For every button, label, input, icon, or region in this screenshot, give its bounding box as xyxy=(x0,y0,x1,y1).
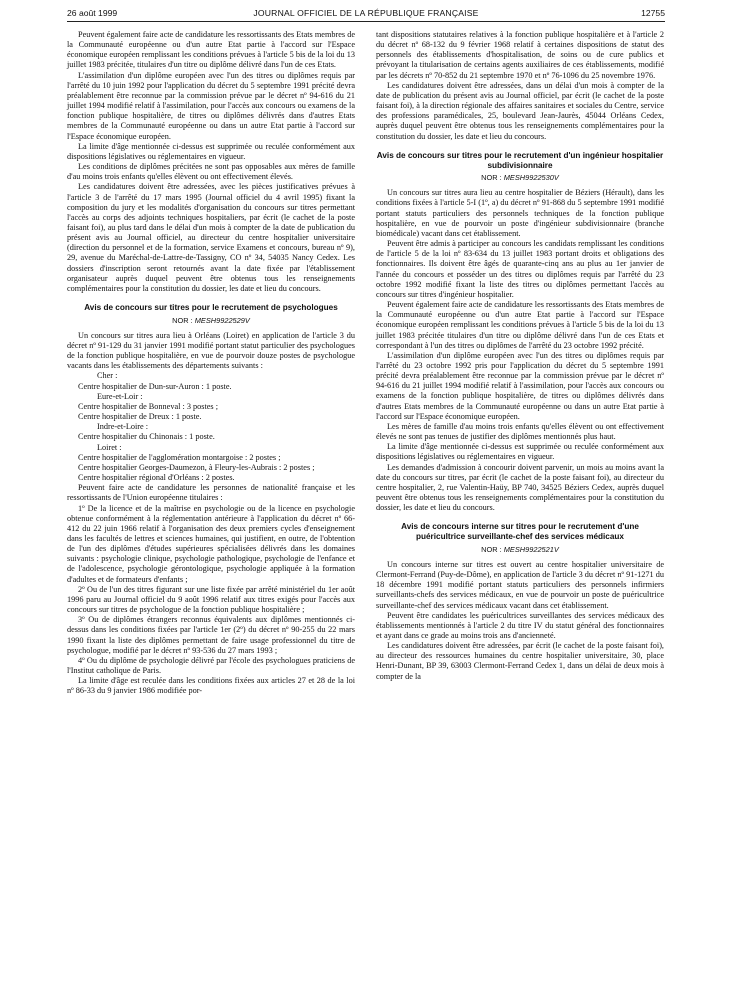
paragraph: La limite d'âge est reculée dans les conditions fixées aux articles 27 et 28 de la loi nº 86-33 du 9 janvier 1986 modifiée por- xyxy=(67,676,355,696)
paragraph: Les candidatures doivent être adressées, avec les pièces justificatives prévues à l'article 3 de l'arrêté du 17 mars 1995 (Journal officiel du 4 avril 1995) fixant la composition du jury et les modalités d'organisation du concours sur titres permettant l'accès au corps des adjoints techniques hospitaliers, par écrit (le cachet de la poste faisant foi), au plus tard dans le délai d'un mois à compter de la date de publication du présent avis au Journal officiel, au directeur du centre hospitalier universitaire (direction du personnel et de la formation, service Examens et concours, bureau nº 9), 29, avenue du Maréchal-de-Lattre-de-Tassigny, CO nº 34, 54035 Nancy Cedex. Les dossiers d'inscription seront retournés avant la date fixée par l'établissement organisateur auprès duquel peuvent être obtenus tous les renseignements complémentaires pour la constitution du dossier, les date et lieu du concours. xyxy=(67,182,355,293)
paragraph: Peuvent faire acte de candidature les personnes de nationalité française et les ressortissants de l'Union européenne titulaires : xyxy=(67,483,355,503)
paragraph: Peuvent également faire acte de candidature les ressortissants des Etats membres de la Communauté européenne ou d'un autre Etat partie à l'accord sur l'Espace économique européen remplissant les conditions prévues à l'article 5 bis de la loi du 13 juillet 1983 précitée, titulaires d'un titre ou diplôme délivré dans l'un de ces Etats. xyxy=(67,30,355,70)
nor-code: MESH9922521V xyxy=(503,544,559,554)
department-name: Eure-et-Loir : xyxy=(97,391,143,401)
nor-reference xyxy=(376,173,664,182)
notice-heading-ingenieur: Avis de concours sur titres pour le recrutement d'un ingénieur hospitalier subdivisionnaire xyxy=(376,150,664,170)
paragraph: Un concours interne sur titres est ouvert au centre hospitalier universitaire de Clermont-Ferrand (Puy-de-Dôme), en application de l'article 3 du décret nº 91-1271 du 18 décembre 1991 modifié portant statuts particuliers des personnels infirmiers surveillants-chefs des services médicaux, en vue de pourvoir un poste de puéricultrice surveillante-chef des services médicaux vacant dans cet établissement. xyxy=(376,559,664,610)
hospital-line: Centre hospitalier du Chinonais : 1 poste. xyxy=(78,432,215,442)
page-header xyxy=(67,8,665,22)
notice-heading-puericultrice: Avis de concours interne sur titres pour le recrutement d'une puéricultrice surveillante-chef des services médicaux xyxy=(401,522,639,542)
nor-code: MESH9922530V xyxy=(503,173,559,183)
paragraph: Les candidatures doivent être adressées, dans un délai d'un mois à compter de la date de publication du présent avis au Journal officiel, par écrit (le cachet de la poste faisant foi), à la direction régionale des affaires sanitaires et sociales du Centre, service des professions paramédicales, 25, boulevard Jean-Jaurès, 45044 Orléans Cedex, auprès duquel peuvent être obtenus tous les renseignements complémentaires pour la constitution du dossier, les date et lieu du concours. xyxy=(376,80,664,141)
paragraph: La limite d'âge mentionnée ci-dessus est supprimée ou reculée conformément aux dispositions législatives ou réglementaires en vigueur. xyxy=(67,141,355,161)
paragraph: Les demandes d'admission à concourir doivent parvenir, un mois au moins avant la date du concours sur titres, par écrit (le cachet de la poste faisant foi), au directeur du centre hospitalier, 2, rue Valentin-Haüy, BP 740, 34525 Béziers Cedex, auprès duquel peuvent être obtenus tous les renseignements complémentaires pour la constitution du dossier, les date et lieu du concours. xyxy=(376,462,664,513)
nor-label: NOR : xyxy=(481,544,504,554)
nor-code: MESH9922529V xyxy=(194,315,250,325)
paragraph: L'assimilation d'un diplôme européen avec l'un des titres ou diplômes requis par l'arrêté du 23 octobre 1992 pris pour l'application du décret du 5 septembre 1991 précité devra préalablement être reconnue par la commission prévue par le décret nº 94-616 du 21 juillet 1994 modifié relatif à l'assimilation, pour l'accès aux concours ou examens de la fonction publique hospitalière, de titres ou diplômes délivrés dans d'autres Etats membres de la Communauté européenne ou dans un autre Etat partie à l'accord sur l'Espace économique européen. xyxy=(376,350,664,421)
journal-title: JOURNAL OFFICIEL DE LA RÉPUBLIQUE FRANÇAISE xyxy=(253,8,479,18)
paragraph: 3º Ou de diplômes étrangers reconnus équivalents aux diplômes mentionnés ci-dessus dans les conditions fixées par l'article 1er (2º) du décret nº 90-255 du 22 mars 1990 fixant la liste des diplômes permettant de faire usage professionnel du titre de psychologue, modifié par le décret nº 93-536 du 27 mars 1993 ; xyxy=(67,615,355,655)
paragraph: Les mères de famille d'au moins trois enfants qu'elles élèvent ou ont effectivement élevés ne sont pas tenues de justifier des diplômes mentionnés plus haut. xyxy=(376,421,664,442)
hospital-line: Centre hospitalier de l'agglomération montargoise : 2 postes ; xyxy=(78,452,281,462)
paragraph: L'assimilation d'un diplôme européen avec l'un des titres ou diplômes requis par l'arrêté du 10 juin 1992 pour l'application du décret du 5 septembre 1991 précité devra préalablement être reconnue par la commission prévue par le décret nº 94-616 du 21 juillet 1994 modifié relatif à l'assimilation, pour l'accès aux concours ou examens de la fonction publique hospitalière, de titres ou diplômes délivrés dans d'autres Etats membres de la Communauté européenne ou dans un autre Etat partie à l'accord sur l'Espace économique européen. xyxy=(67,70,355,141)
page-number: 12755 xyxy=(641,8,665,18)
paragraph: Les conditions de diplômes précitées ne sont pas opposables aux mères de famille d'au moins trois enfants qu'elles élèvent ou ont effectivement élevés. xyxy=(67,162,355,182)
department-name: Cher : xyxy=(97,371,118,381)
hospital-line: Centre hospitalier de Dun-sur-Auron : 1 poste. xyxy=(78,381,232,391)
paragraph: 4º Ou du diplôme de psychologie délivré par l'école des psychologues praticiens de l'Institut catholique de Paris. xyxy=(67,655,355,676)
hospital-line: Centre hospitalier de Bonneval : 3 postes ; xyxy=(78,401,218,411)
paragraph: Un concours sur titres aura lieu au centre hospitalier de Béziers (Hérault), dans les conditions fixées à l'article 5-I (1º, a) du décret nº 91-868 du 5 septembre 1991 modifié portant statuts particuliers des personnels techniques de la fonction publique hospitalière, en vue de pourvoir un poste d'ingénieur subdivisionnaire (branche biomédicale) vacant dans cet établissement. xyxy=(376,188,664,238)
hospital-line: Centre hospitalier Georges-Daumezon, à Fleury-les-Aubrais : 2 postes ; xyxy=(78,462,315,472)
paragraph: tant dispositions statutaires relatives à la fonction publique hospitalière et à l'article 2 du décret nº 68-132 du 9 février 1968 relatif à certaines dispositions de statut des personnels des établissements d'hospitalisation, de soins ou de cure publics et prévoyant la titularisation de certains agents auxiliaires de ces établissements, modifié par les décrets nº 70-852 du 21 septembre 1970 et nº 76-1096 du 25 novembre 1976. xyxy=(376,30,664,80)
nor-reference xyxy=(376,545,664,554)
nor-label: NOR : xyxy=(172,315,195,325)
notice-heading-psychologues: Avis de concours sur titres pour le recrutement de psychologues xyxy=(84,303,338,313)
issue-date: 26 août 1999 xyxy=(67,8,118,18)
paragraph: Peuvent être admis à participer au concours les candidats remplissant les conditions de l'article 5 de la loi nº 83-634 du 13 juillet 1983 portant droits et obligations des fonctionnaires. Ils doivent être âgés de quarante-cinq ans au plus au 1er janvier de l'année du concours et posséder un des titres ou diplômes requis par l'arrêté du 23 octobre 1992 modifié fixant la liste des titres ou diplômes permettant l'accès au concours sur titres d'ingénieur hospitalier. xyxy=(376,239,664,299)
paragraph: Les candidatures doivent être adressées, par écrit (le cachet de la poste faisant foi), au directeur des ressources humaines du centre hospitalier universitaire, 30, place Henri-Dunant, BP 39, 63003 Clermont-Ferrand Cedex 1, dans un délai de deux mois à compter de la xyxy=(376,641,664,681)
right-column xyxy=(376,30,664,682)
paragraph: 1º De la licence et de la maîtrise en psychologie ou de la licence en psychologie obtenue conformément à la réglementation antérieure à l'application du décret nº 66-412 du 22 juin 1966 relatif à l'organisation des deux premiers cycles d'enseignement dans les facultés de lettres et sciences humaines, qui justifient, en outre, de l'obtention de l'un des diplômes d'études supérieures spécialisées délivrés dans les domaines suivants : psychologie clinique, psychologie pathologique, psychologie de l'enfance et de l'adolescence, psychologie gérontologique, psychologie appliquée à la formation d'adultes et de formateurs d'enfants ; xyxy=(67,503,355,584)
header-rule xyxy=(67,21,665,22)
left-column xyxy=(67,30,355,696)
nor-label: NOR : xyxy=(481,173,504,183)
hospital-line: Centre hospitalier de Dreux : 1 poste. xyxy=(78,412,202,422)
paragraph: La limite d'âge mentionnée ci-dessus est supprimée ou reculée conformément aux dispositions législatives ou réglementaires en vigueur. xyxy=(376,442,664,462)
paragraph: 2º Ou de l'un des titres figurant sur une liste fixée par arrêté ministériel du 1er août 1996 paru au Journal officiel du 9 août 1996 relatif aux titres exigés pour l'accès aux concours sur titres de psychologue de la fonction publique hospitalière ; xyxy=(67,584,355,615)
paragraph: Peuvent être candidates les puéricultrices surveillantes des services médicaux des établissements mentionnés à l'article 2 du titre IV du statut général des fonctionnaires et ayant dans ce grade au moins trois ans d'ancienneté. xyxy=(376,610,664,640)
hospital-line: Centre hospitalier régional d'Orléans : 2 postes. xyxy=(78,473,235,483)
department-name: Indre-et-Loire : xyxy=(97,422,149,432)
paragraph: Peuvent également faire acte de candidature les ressortissants des Etats membres de la Communauté européenne ou d'un autre Etat partie à l'accord sur l'Espace économique européen remplissant les conditions prévues à l'article 5 bis de la loi du 13 juillet 1983 précitée titulaires d'un titre ou diplôme délivré dans l'un de ces Etats et correspondant à l'un des titres ou diplômes de l'arrêté du 23 octobre 1992 précité. xyxy=(376,300,664,350)
paragraph: Un concours sur titres aura lieu à Orléans (Loiret) en application de l'article 3 du décret nº 91-129 du 31 janvier 1991 modifié portant statut particulier des psychologues de la fonction publique hospitalière, en vue de pourvoir douze postes de psychologue vacants dans les établissements des départements suivants : xyxy=(67,330,355,371)
department-name: Loiret : xyxy=(97,442,122,452)
nor-reference xyxy=(67,316,355,325)
